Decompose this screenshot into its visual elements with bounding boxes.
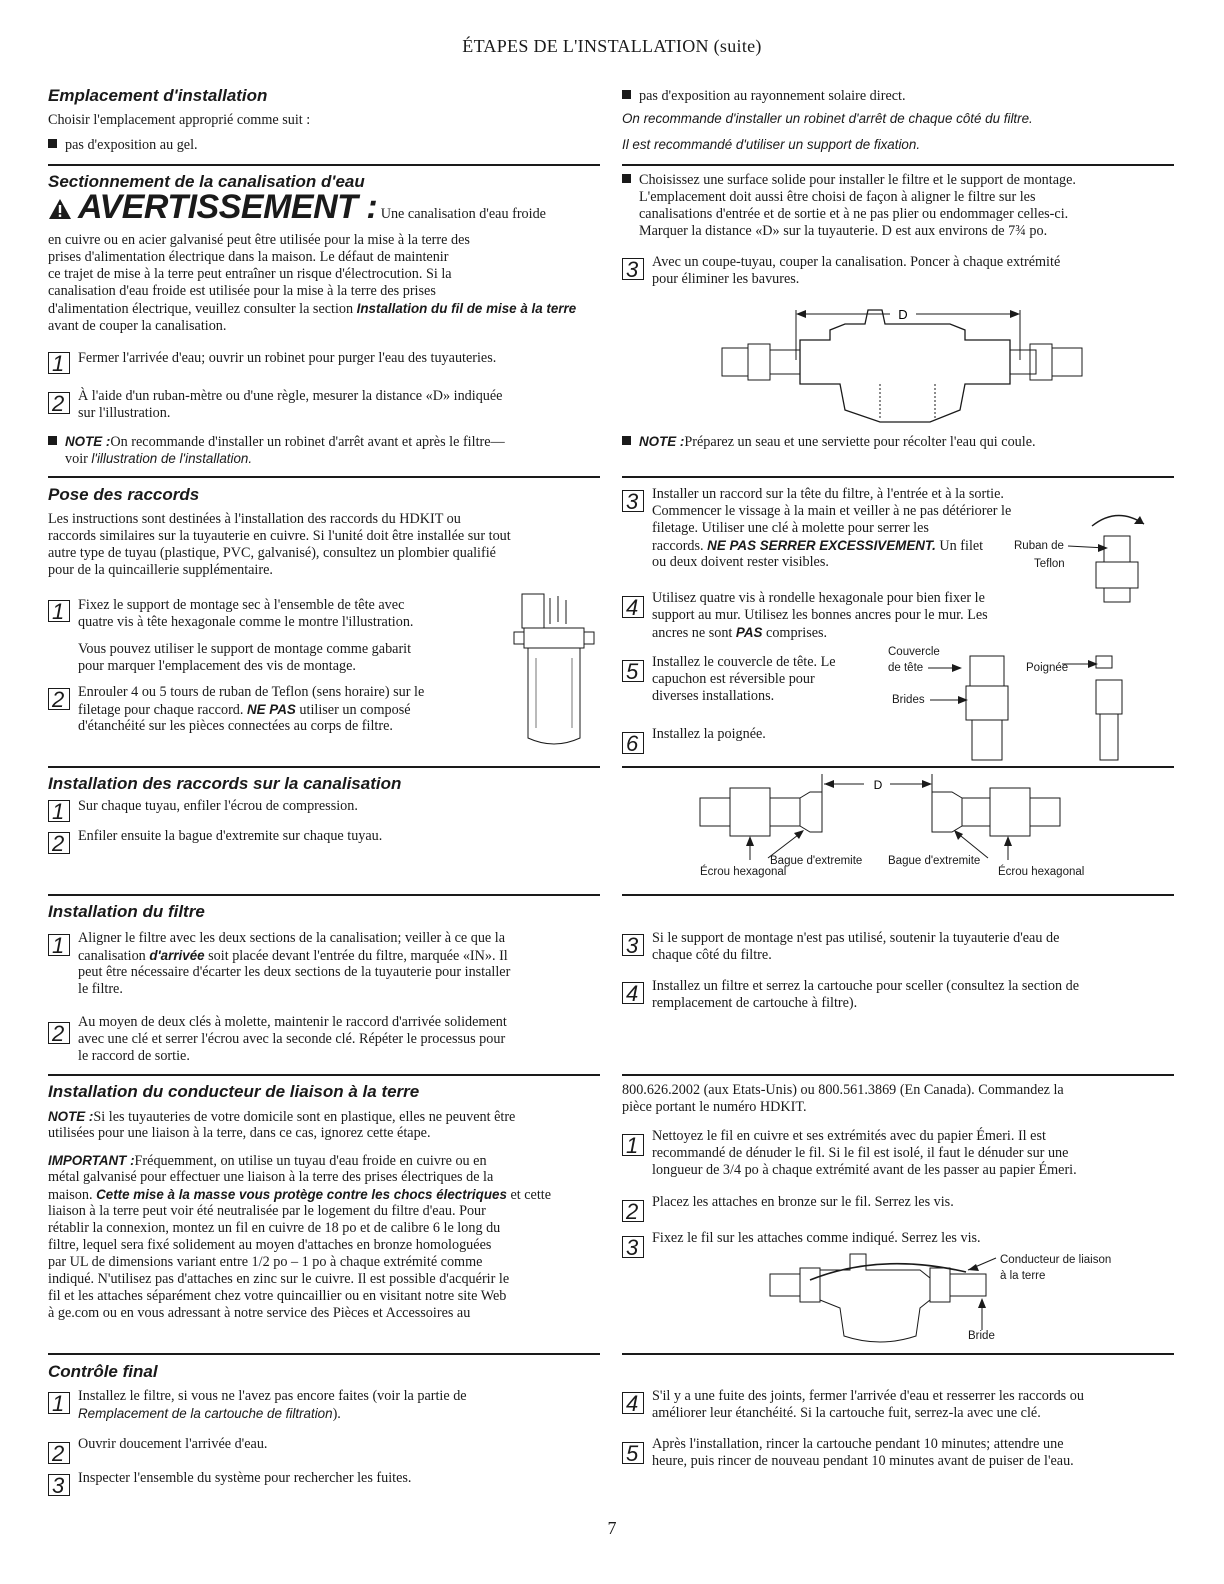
bullet-icon [48, 139, 57, 148]
liaison-step3: Fixez le fil sur les attaches comme indiqué. Serrez les vis. [652, 1230, 981, 1246]
warning-word: AVERTISSEMENT : [78, 188, 378, 226]
liaison-important-line: rétablir la connexion, montez un fil en cuivre de 18 po et de calibre 6 le long du [48, 1220, 501, 1236]
pose-step4-cont: support au mur. Utilisez les bonnes ancres pour le mur. Les [652, 607, 988, 623]
step-number: 4 [622, 1392, 644, 1414]
page-number: 7 [607, 1518, 617, 1538]
step-number: 1 [622, 1134, 644, 1156]
pose-step3-cont: raccords. NE PAS SERRER EXCESSIVEMENT. Un filet [652, 538, 984, 554]
pose-step4-cont: ancres ne sont PAS comprises. [652, 625, 828, 641]
pose-step5-cont: capuchon est réversible pour [652, 671, 815, 687]
heading-sectionnement: Sectionnement de la canalisation d'eau [48, 172, 365, 191]
raccords-step1: Sur chaque tuyau, enfiler l'écrou de compression. [78, 798, 358, 814]
surface-bullet-line: L'emplacement doit aussi être choisi de façon à aligner le filtre sur les [639, 189, 1036, 205]
section-rule [622, 164, 1174, 166]
teflon-fitting-figure [1082, 506, 1152, 606]
note-seau: NOTE :Préparez un seau et une serviette pour récolter l'eau qui coule. [622, 433, 1036, 451]
controle-step1-cont: Remplacement de la cartouche de filtration). [78, 1406, 341, 1422]
raccords-step2: Enfiler ensuite la bague d'extremite sur chaque tuyau. [78, 828, 383, 844]
step-number: 5 [622, 660, 644, 682]
step-number: 2 [48, 1442, 70, 1464]
svg-text:D: D [898, 307, 908, 322]
liaison-important-line: maison. Cette mise à la masse vous protège contre les chocs électriques et cette [48, 1187, 552, 1203]
emplacement-bullet-gel: pas d'exposition au gel. [48, 137, 198, 154]
step-number: 4 [622, 596, 644, 618]
emplacement-bullet-soleil: pas d'exposition au rayonnement solaire direct. [622, 88, 906, 105]
rec-robinet: On recommande d'installer un robinet d'arrêt de chaque côté du filtre. [622, 111, 1033, 126]
pose-step2-cont: d'étanchéité sur les pièces connectées au corps de filtre. [78, 718, 393, 734]
heading-raccords: Installation des raccords sur la canalisation [48, 774, 402, 793]
step-number: 1 [48, 800, 70, 822]
filtre-step4-cont: remplacement de cartouche à filtre). [652, 995, 858, 1011]
emplacement-intro: Choisir l'emplacement approprié comme suit : [48, 112, 311, 128]
pose-step2-cont: filetage pour chaque raccord. NE PAS utiliser un composé [78, 702, 411, 718]
label-teflon: Teflon [1034, 558, 1065, 570]
step-number: 3 [622, 934, 644, 956]
pose-step1-note: pour marquer l'emplacement des vis de montage. [78, 658, 356, 674]
step-number: 5 [622, 1442, 644, 1464]
step-number: 2 [622, 1200, 644, 1222]
liaison-note: NOTE :Si les tuyauteries de votre domicile sont en plastique, elles ne peuvent être [48, 1109, 516, 1125]
liaison-important-line: par UL de dimensions variant entre 1/2 po – 1 po à chaque extrémité comme [48, 1254, 483, 1270]
filter-head-distance-figure [720, 300, 1100, 440]
section-rule [622, 766, 1174, 768]
step-number: 1 [48, 934, 70, 956]
sectionnement-step3: Avec un coupe-tuyau, couper la canalisation. Poncer à chaque extrémité [652, 254, 1061, 270]
surface-bullet: Choisissez une surface solide pour installer le filtre et le support de montage. [622, 172, 1076, 189]
filtre-step1: Aligner le filtre avec les deux sections de la canalisation; veiller à ce que la [78, 930, 506, 946]
note-robinet-cont: voir l'illustration de l'installation. [65, 451, 253, 467]
pose-step2: Enrouler 4 ou 5 tours de ruban de Teflon (sens horaire) sur le [78, 684, 425, 700]
bullet-icon [622, 174, 631, 183]
step-number: 2 [48, 688, 70, 710]
label-a-la-terre: à la terre [1000, 1270, 1046, 1282]
bullet-icon [622, 436, 631, 445]
step-number: 4 [622, 982, 644, 1004]
pose-step5-cont: diverses installations. [652, 688, 775, 704]
pose-step1-note: Vous pouvez utiliser le support de montage comme gabarit [78, 641, 412, 657]
filtre-step3: Si le support de montage n'est pas utilisé, soutenir la tuyauterie d'eau de [652, 930, 1060, 946]
pose-step5: Installez le couvercle de tête. Le [652, 654, 836, 670]
liaison-step1-cont: recommandé de dénuder le fil. Si le fil est isolé, il faut le dénuder sur une [652, 1145, 1069, 1161]
label-brides: Brides [892, 694, 925, 706]
liaison-important: IMPORTANT :Fréquemment, on utilise un tuyau d'eau froide en cuivre ou en [48, 1153, 487, 1169]
section-rule [622, 894, 1174, 896]
filtre-step2-cont: avec une clé et serrer l'écrou avec la seconde clé. Répéter le processus pour [78, 1031, 506, 1047]
filtre-step3-cont: chaque côté du filtre. [652, 947, 772, 963]
heading-emplacement: Emplacement d'installation [48, 86, 268, 105]
step-number: 1 [48, 1392, 70, 1414]
note-robinet: NOTE :On recommande d'installer un robinet d'arrêt avant et après le filtre— [48, 433, 505, 451]
controle-step4-cont: améliorer leur étanchéité. Si la cartouche fuit, serrez-la avec une clé. [652, 1405, 1041, 1421]
section-rule [48, 164, 600, 166]
step-number: 3 [622, 258, 644, 280]
controle-step4: S'il y a une fuite des joints, fermer l'arrivée d'eau et resserrer les raccords ou [652, 1388, 1084, 1404]
liaison-important-line: indiqué. N'utilisez pas d'attaches en zinc sur le cuivre. Il est possible d'acquérir le [48, 1271, 510, 1287]
step-number: 3 [622, 1236, 644, 1258]
filtre-step2-cont: le raccord de sortie. [78, 1048, 190, 1064]
filtre-step2: Au moyen de deux clés à molette, maintenir le raccord d'arrivée solidement [78, 1014, 507, 1030]
heading-filtre: Installation du filtre [48, 902, 205, 921]
page-title: ÉTAPES DE L'INSTALLATION (suite) [462, 36, 762, 56]
controle-step5-cont: heure, puis rincer de nouveau pendant 10 minutes avant de puiser de l'eau. [652, 1453, 1074, 1469]
pose-step4: Utilisez quatre vis à rondelle hexagonale pour bien fixer le [652, 590, 985, 606]
section-rule [48, 894, 600, 896]
label-poignee: Poignée [1026, 662, 1069, 674]
surface-bullet-line: Marquer la distance «D» sur la tuyauterie. D est aux environs de 7¾ po. [639, 223, 1048, 239]
head-cover-handle-figure [900, 650, 1170, 760]
controle-step2: Ouvrir doucement l'arrivée d'eau. [78, 1436, 268, 1452]
pose-step3-cont: filetage. Utiliser une clé à molette pour serrer les [652, 520, 929, 536]
liaison-important-line: fil et les attaches séparément chez votre quincaillier ou en visitant notre site Web [48, 1288, 507, 1304]
pose-step3: Installer un raccord sur la tête du filtre, à l'entrée et à la sortie. [652, 486, 1004, 502]
section-rule [48, 1353, 600, 1355]
liaison-important-line: métal galvanisé pour effectuer une liaison à la terre des prises électriques de la [48, 1169, 494, 1185]
liaison-note-cont: utilisées pour une liaison à la terre, dans ce cas, ignorez cette étape. [48, 1125, 431, 1141]
sectionnement-step2: À l'aide d'un ruban-mètre ou d'une règle, mesurer la distance «D» indiquée [78, 388, 503, 404]
step-number: 3 [622, 490, 644, 512]
step-number: 1 [48, 600, 70, 622]
controle-step3: Inspecter l'ensemble du système pour rechercher les fuites. [78, 1470, 412, 1486]
label-de-tete: de tête [888, 662, 924, 674]
step-number: 3 [48, 1474, 70, 1496]
warning-line: en cuivre ou en acier galvanisé peut être utilisée pour la mise à la terre des [48, 232, 470, 248]
pose-paragraph: pour de la quincaillerie supplémentaire. [48, 562, 273, 578]
label-bride: Bride [968, 1330, 995, 1342]
label-ecrou-hexagonal: Écrou hexagonal [998, 866, 1085, 878]
liaison-phone-cont: pièce portant le numéro HDKIT. [622, 1099, 807, 1115]
liaison-phone: 800.626.2002 (aux Etats-Unis) ou 800.561.3869 (En Canada). Commandez la [622, 1082, 1064, 1098]
label-couvercle: Couvercle [888, 646, 940, 658]
controle-step1: Installez le filtre, si vous ne l'avez pas encore faites (voir la partie de [78, 1388, 467, 1404]
filtre-step1-cont: peut être nécessaire d'écarter les deux sections de la tuyauterie pour installer [78, 964, 511, 980]
section-rule [622, 476, 1174, 478]
filtre-step4: Installez un filtre et serrez la cartouche pour sceller (consultez la section de [652, 978, 1079, 994]
label-bague-extremite: Bague d'extremite [888, 855, 981, 867]
warning-line: canalisation d'eau froide est utilisée pour la mise à la terre des prises [48, 283, 436, 299]
step-number: 2 [48, 1022, 70, 1044]
pose-step1: Fixez le support de montage sec à l'ensemble de tête avec [78, 597, 405, 613]
liaison-step2: Placez les attaches en bronze sur le fil. Serrez les vis. [652, 1194, 954, 1210]
svg-text:D: D [873, 778, 883, 792]
bullet-icon [622, 90, 631, 99]
pose-step3-cont: Commencer le vissage à la main et veiller à ne pas détériorer le [652, 503, 1012, 519]
heading-pose: Pose des raccords [48, 485, 200, 504]
label-ecrou-hexagonal: Écrou hexagonal [700, 866, 787, 878]
step-number: 2 [48, 832, 70, 854]
liaison-important-line: à ge.com ou en vous adressant à notre service des Pièces et Accessoires au [48, 1305, 471, 1321]
label-ruban: Ruban de [1014, 540, 1064, 552]
section-rule [622, 1353, 1174, 1355]
pose-step1-cont: quatre vis à tête hexagonale comme le montre l'illustration. [78, 614, 414, 630]
rec-support: Il est recommandé d'utiliser un support de fixation. [622, 137, 921, 152]
label-conducteur: Conducteur de liaison [1000, 1254, 1112, 1266]
filtre-step1-cont: canalisation d'arrivée soit placée devant l'entrée du filtre, marquée «IN». Il [78, 948, 508, 964]
liaison-step1: Nettoyez le fil en cuivre et ses extrémités avec du papier Émeri. Il est [652, 1128, 1046, 1144]
step-number: 2 [48, 392, 70, 414]
section-rule [48, 476, 600, 478]
section-rule [48, 766, 600, 768]
warning-link: Installation du fil de mise à la terre [356, 301, 577, 316]
pose-paragraph: Les instructions sont destinées à l'installation des raccords du HDKIT ou [48, 511, 461, 527]
filtre-step1-cont: le filtre. [78, 981, 123, 997]
section-rule [48, 1074, 600, 1076]
warning-triangle-icon [48, 198, 72, 220]
bullet-icon [48, 436, 57, 445]
warning-block: AVERTISSEMENT : Une canalisation d'eau froide [48, 198, 608, 223]
warning-line: prises d'alimentation électrique dans la maison. Le défaut de maintenir [48, 249, 449, 265]
step-number: 1 [48, 352, 70, 374]
warning-line: ce trajet de mise à la terre peut entraîner un risque d'électrocution. Si la [48, 266, 452, 282]
sectionnement-step3-cont: pour éliminer les bavures. [652, 271, 800, 287]
heading-controle: Contrôle final [48, 1362, 158, 1381]
warning-line: d'alimentation électrique, veuillez consulter la section Installation du fil de mise à la terre avant de couper la canalisation. [48, 301, 577, 335]
pose-step6: Installez la poignée. [652, 726, 766, 742]
liaison-important-line: filtre, lequel sera fixé solidement au moyen d'attaches en bronze homologuées [48, 1237, 492, 1253]
controle-step5: Après l'installation, rincer la cartouche pendant 10 minutes; attendre une [652, 1436, 1064, 1452]
liaison-important-line: liaison à la terre peut voir été neutralisée par le logement du filtre d'eau. Pour [48, 1203, 486, 1219]
heading-liaison: Installation du conducteur de liaison à la terre [48, 1082, 420, 1101]
sectionnement-step2-cont: sur l'illustration. [78, 405, 171, 421]
section-rule [622, 1074, 1174, 1076]
sectionnement-step1: Fermer l'arrivée d'eau; ouvrir un robinet pour purger l'eau des tuyauteries. [78, 350, 497, 366]
label-bague-extremite: Bague d'extremite [770, 855, 863, 867]
liaison-step1-cont: longueur de 3/4 po à chaque extrémité avant de les passer au papier Émeri. [652, 1162, 1077, 1178]
step-number: 6 [622, 732, 644, 754]
pose-paragraph: autre type de tuyau (plastique, PVC, galvanisé), consultez un plombier qualifié [48, 545, 496, 561]
pose-step3-cont: ou deux doivent rester visibles. [652, 554, 829, 570]
pose-paragraph: raccords similaires sur la tuyauterie en cuivre. Si l'unité doit être installée sur tout [48, 528, 511, 544]
filter-housing-bracket-figure [510, 588, 600, 748]
surface-bullet-line: canalisations d'entrée et de sortie et à ne pas plier ou endommager celles-ci. [639, 206, 1069, 222]
